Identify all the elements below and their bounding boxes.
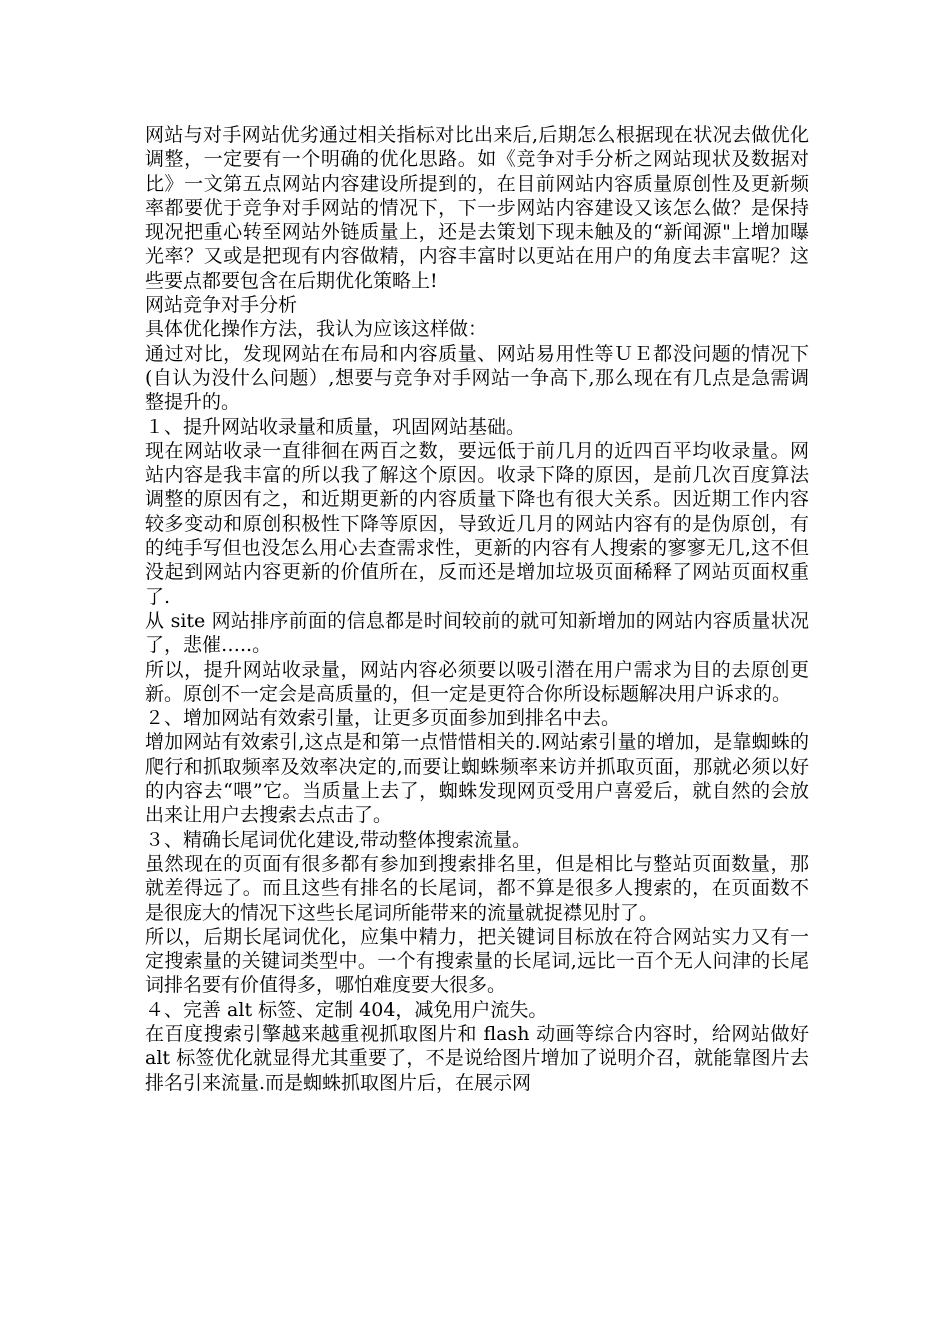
point-1-paragraph-2: 从 site 网站排序前面的信息都是时间较前的就可知新增加的网站内容质量状况了，悲催…..。 <box>145 609 809 657</box>
point-2-paragraph: 增加网站有效索引,这点是和第一点惜惜相关的.网站索引量的增加，是靠蜘蛛的爬行和抓取频率及效率决定的,而要让蜘蛛频率来访并抓取页面，那就必须以好的内容去“喂”它。当质量上去了，蜘蛛发现网页受用户喜爱后，就自然的会放出来让用户去搜索去点击了。 <box>145 731 809 827</box>
point-4-paragraph: 在百度搜索引擎越来越重视抓取图片和 flash 动画等综合内容时，给网站做好 alt 标签优化就显得尤其重要了，不是说给图片增加了说明介召，就能靠图片去排名引来流量.而是蜘蛛抓取图片后，在展示网 <box>145 1022 809 1094</box>
document-body <box>145 123 809 1095</box>
point-3-paragraph-1: 虽然现在的页面有很多都有参加到搜索排名里，但是相比与整站页面数量，那就差得远了。而且这些有排名的长尾词，都不算是很多人搜索的，在页面数不是很庞大的情况下这些长尾词所能带来的流量就捉襟见肘了。 <box>145 852 809 924</box>
point-3-heading: ３、精确长尾词优化建设,带动整体搜索流量。 <box>145 828 532 851</box>
point-2-heading: ２、增加网站有效索引量，让更多页面参加到排名中去。 <box>145 707 621 730</box>
point-3-paragraph-2: 所以，后期长尾词优化，应集中精力，把关键词目标放在符合网站实力又有一定搜索量的关键词类型中。一个有搜索量的长尾词,远比一百个无人问津的长尾词排名要有价值得多，哪怕难度要大很多。 <box>145 925 809 997</box>
section-heading: 网站竞争对手分析 <box>145 294 298 317</box>
point-4-heading: ４、完善 alt 标签、定制 404，减免用户流失。 <box>145 998 548 1021</box>
point-1-heading: １、提升网站收录量和质量，巩固网站基础。 <box>145 415 526 438</box>
body-paragraph-3: 通过对比，发现网站在布局和内容质量、网站易用性等ＵＥ都没问题的情况下(自认为没什么问题）,想要与竞争对手网站一争高下,那么现在有几点是急需调整提升的。 <box>145 342 809 414</box>
body-paragraph-1: 网站与对手网站优劣通过相关指标对比出来后,后期怎么根据现在状况去做优化调整，一定要有一个明确的优化思路。如《竞争对手分析之网站现状及数据对比》一文第五点网站内容建设所提到的，在目前网站内容质量原创性及更新频率都要优于竞争对手网站的情况下，下一步网站内容建设又该怎么做？是保持现况把重心转至网站外链质量上，还是去策划下现未触及的“新闻源"上增加曝光率？又或是把现有内容做精，内容丰富时以更站在用户的角度去丰富呢？这些要点都要包含在后期优化策略上! <box>145 124 809 292</box>
body-paragraph-2: 具体优化操作方法，我认为应该这样做： <box>145 318 488 341</box>
point-1-paragraph-3: 所以，提升网站收录量，网站内容必须要以吸引潜在用户需求为目的去原创更新。原创不一定会是高质量的，但一定是更符合你所设标题解决用户诉求的。 <box>145 658 809 705</box>
point-1-paragraph-1: 现在网站收录一直徘徊在两百之数，要远低于前几月的近四百平均收录量。网站内容是我丰富的所以我了解这个原因。收录下降的原因，是前几次百度算法调整的原因有之，和近期更新的内容质量下降也有很大关系。因近期工作内容较多变动和原创积极性下降等原因，导致近几月的网站内容有的是伪原创，有的纯手写但也没怎么用心去查需求性，更新的内容有人搜索的寥寥无几,这不但没起到网站内容更新的价值所在，反而还是增加垃圾页面稀释了网站页面权重了. <box>145 439 809 608</box>
